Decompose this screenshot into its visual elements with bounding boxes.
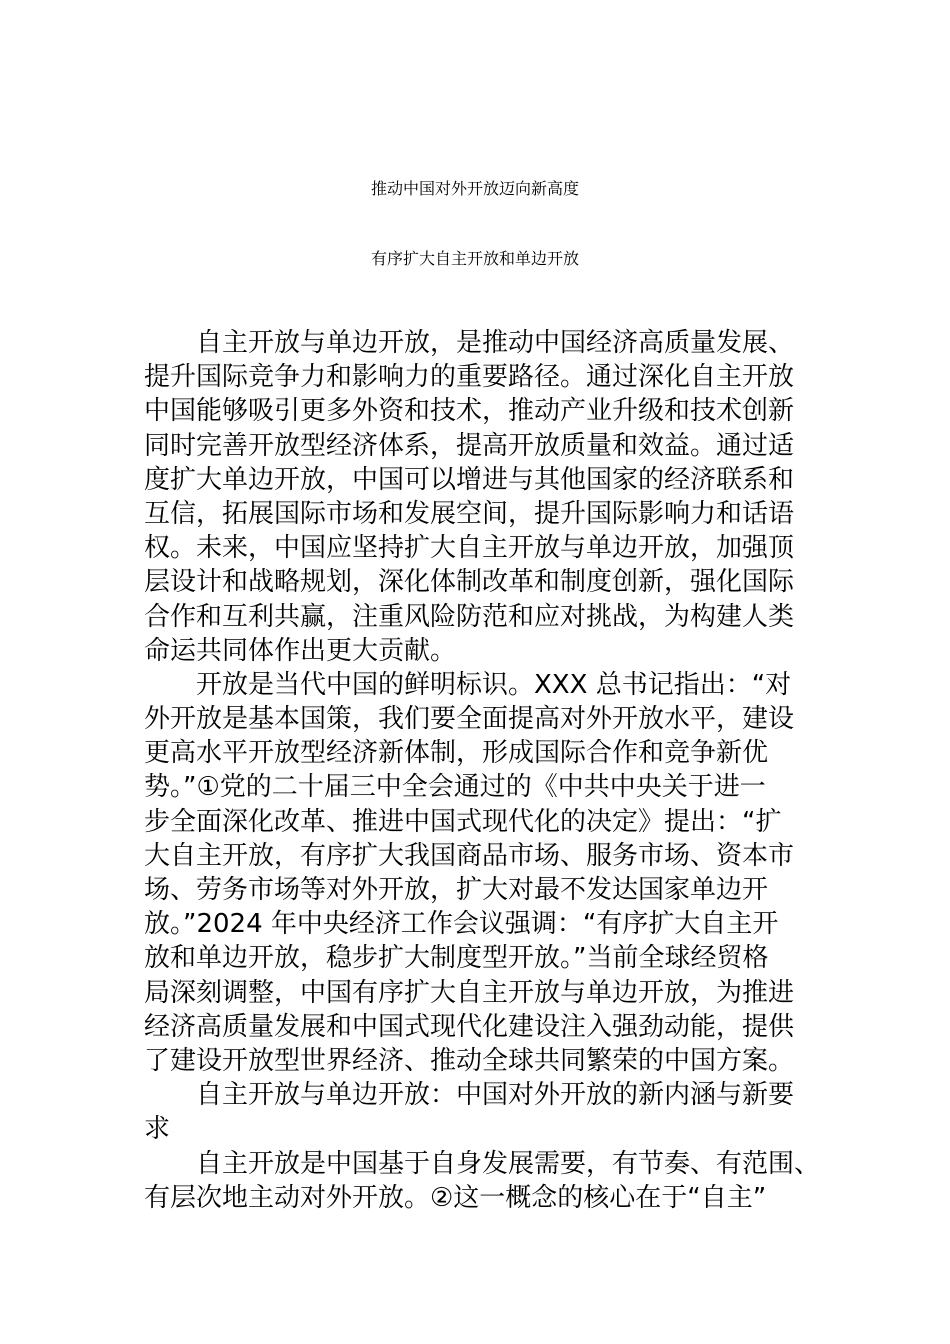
text-line: 更高水平开放型经济新体制，形成国际合作和竞争新优 [144, 738, 769, 769]
text-line: 外开放是基本国策，我们要全面提高对外开放水平，建设 [144, 704, 795, 735]
text-line: 势。”①党的二十届三中全会通过的《中共中央关于进一 [144, 772, 766, 803]
text-line: 提升国际竞争力和影响力的重要路径。通过深化自主开放 [144, 362, 795, 393]
text-line: 求 [144, 1114, 171, 1145]
text-line: 有层次地主动对外开放。②这一概念的核心在于“自主” [144, 1182, 767, 1213]
text-line: 局深刻调整，中国有序扩大自主开放与单边开放，为推进 [144, 977, 795, 1008]
text-line: 自主开放是中国基于自身发展需要，有节奏、有范围、 [196, 1148, 821, 1179]
text-line: 层设计和战略规划，深化体制改革和制度创新，强化国际 [144, 567, 795, 598]
document-title-line-2: 有序扩大自主开放和单边开放 [370, 249, 579, 268]
text-line: 自主开放与单边开放，是推动中国经济高质量发展、 [196, 328, 795, 358]
text-line: 大自主开放，有序扩大我国商品市场、服务市场、资本市 [144, 840, 795, 871]
text-line: 开放是当代中国的鲜明标识。XXX 总书记指出：“对 [196, 669, 792, 700]
text-line: 度扩大单边开放，中国可以增进与其他国家的经济联系和 [144, 464, 795, 495]
text-line: 场、劳务市场等对外开放，扩大对最不发达国家单边开 [144, 875, 769, 905]
text-line: 中国能够吸引更多外资和技术，推动产业升级和技术创新 [144, 396, 795, 427]
text-line: 了建设开放型世界经济、推动全球共同繁荣的中国方案。 [144, 1045, 795, 1076]
text-line: 权。未来，中国应坚持扩大自主开放与单边开放，加强顶 [144, 533, 795, 564]
text-line: 合作和互利共赢，注重风险防范和应对挑战，为构建人类 [144, 601, 795, 632]
text-line: 放。”2024 年中央经济工作会议强调：“有序扩大自主开 [144, 909, 779, 940]
document-body [144, 326, 834, 1215]
text-line: 同时完善开放型经济体系，提高开放质量和效益。通过适 [144, 430, 795, 461]
document-title-line-1: 推动中国对外开放迈向新高度 [370, 179, 579, 198]
text-line: 命运共同体作出更大贡献。 [144, 635, 457, 666]
text-line: 自主开放与单边开放：中国对外开放的新内涵与新要 [196, 1080, 795, 1111]
text-line: 经济高质量发展和中国式现代化建设注入强劲动能，提供 [144, 1011, 795, 1042]
text-line: 互信，拓展国际市场和发展空间，提升国际影响力和话语 [144, 498, 795, 529]
text-line: 放和单边开放，稳步扩大制度型开放。”当前全球经贸格 [144, 943, 769, 974]
text-line: 步全面深化改革、推进中国式现代化的决定》提出：“扩 [144, 806, 782, 837]
